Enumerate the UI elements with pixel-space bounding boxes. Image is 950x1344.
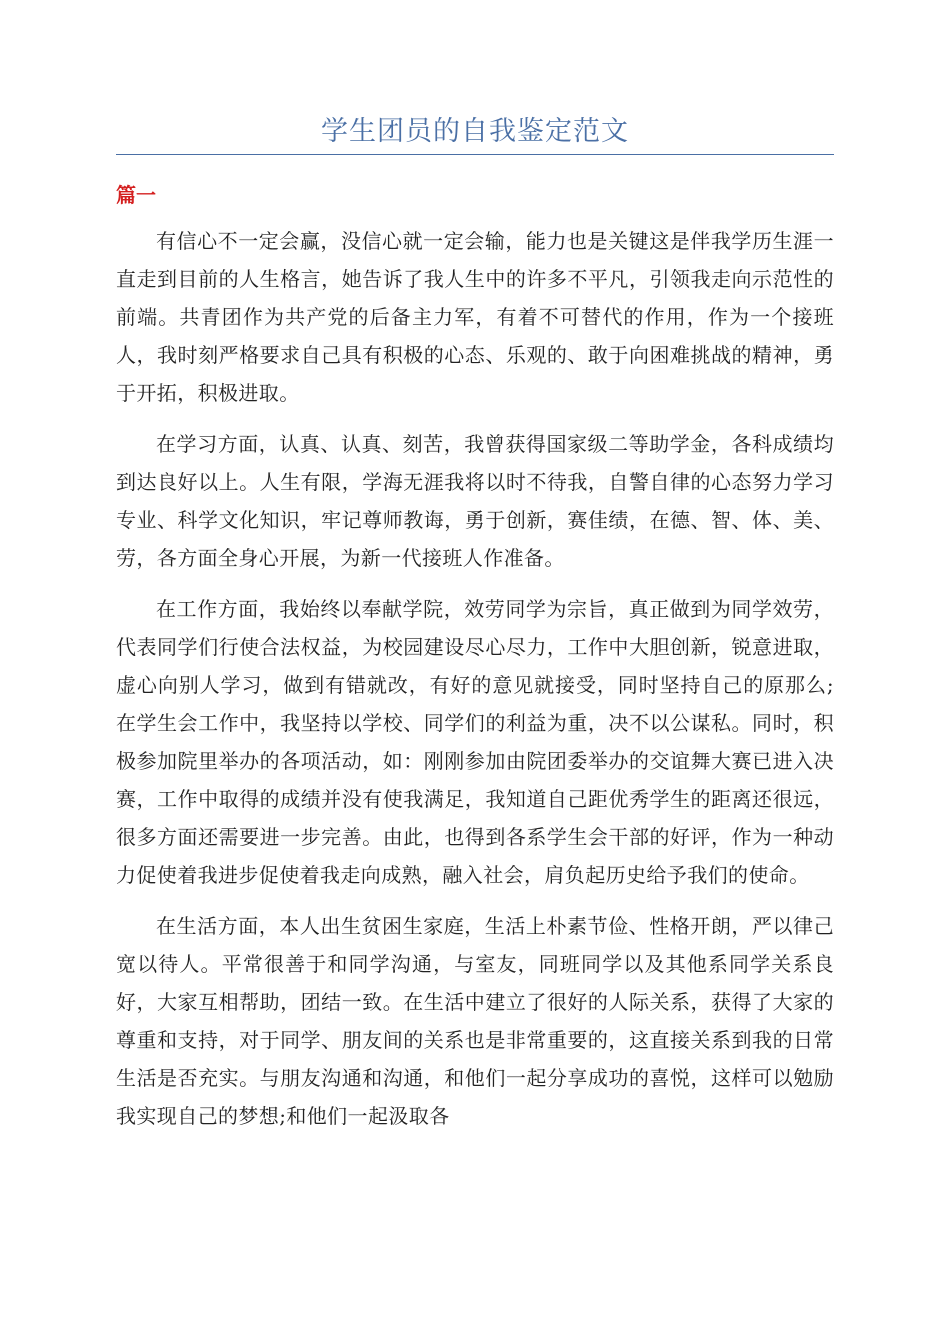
paragraph-work: 在工作方面，我始终以奉献学院，效劳同学为宗旨，真正做到为同学效劳，代表同学们行使合法权益，为校园建设尽心尽力，工作中大胆创新，锐意进取，虚心向别人学习，做到有错就改，有好的意见就接受，同时坚持自己的原那么;在学生会工作中，我坚持以学校、同学们的利益为重，决不以公谋私。同时，积极参加院里举办的各项活动，如：刚刚参加由院团委举办的交谊舞大赛已进入决赛，工作中取得的成绩并没有使我满足，我知道自己距优秀学生的距离还很远，很多方面还需要进一步完善。由此，也得到各系学生会干部的好评，作为一种动力促使着我进步促使着我走向成熟，融入社会，肩负起历史给予我们的使命。 bbox=[116, 597, 834, 887]
title-underline bbox=[116, 154, 834, 155]
document-title: 学生团员的自我鉴定范文 bbox=[321, 116, 629, 147]
paragraph-study: 在学习方面，认真、认真、刻苦，我曾获得国家级二等助学金，各科成绩均到达良好以上。人生有限，学海无涯我将以时不待我，自警自律的心态努力学习专业、科学文化知识，牢记尊师教诲，勇于创新，赛佳绩，在德、智、体、美、劳，各方面全身心开展，为新一代接班人作准备。 bbox=[116, 432, 834, 570]
paragraph-intro: 有信心不一定会赢，没信心就一定会输，能力也是关键这是伴我学历生涯一直走到目前的人生格言，她告诉了我人生中的许多不平凡，引领我走向示范性的前端。共青团作为共产党的后备主力军，有着不可替代的作用，作为一个接班人，我时刻严格要求自己具有积极的心态、乐观的、敢于向困难挑战的精神，勇于开拓，积极进取。 bbox=[116, 229, 834, 405]
paragraph-life: 在生活方面，本人出生贫困生家庭，生活上朴素节俭、性格开朗，严以律己宽以待人。平常很善于和同学沟通，与室友，同班同学以及其他系同学关系良好，大家互相帮助，团结一致。在生活中建立了很好的人际关系，获得了大家的尊重和支持，对于同学、朋友间的关系也是非常重要的，这直接关系到我的日常生活是否充实。与朋友沟通和沟通，和他们一起分享成功的喜悦，这样可以勉励我实现自己的梦想;和他们一起汲取各 bbox=[116, 914, 834, 1128]
document-body bbox=[116, 222, 834, 1148]
section-heading: 篇一 bbox=[116, 183, 156, 207]
